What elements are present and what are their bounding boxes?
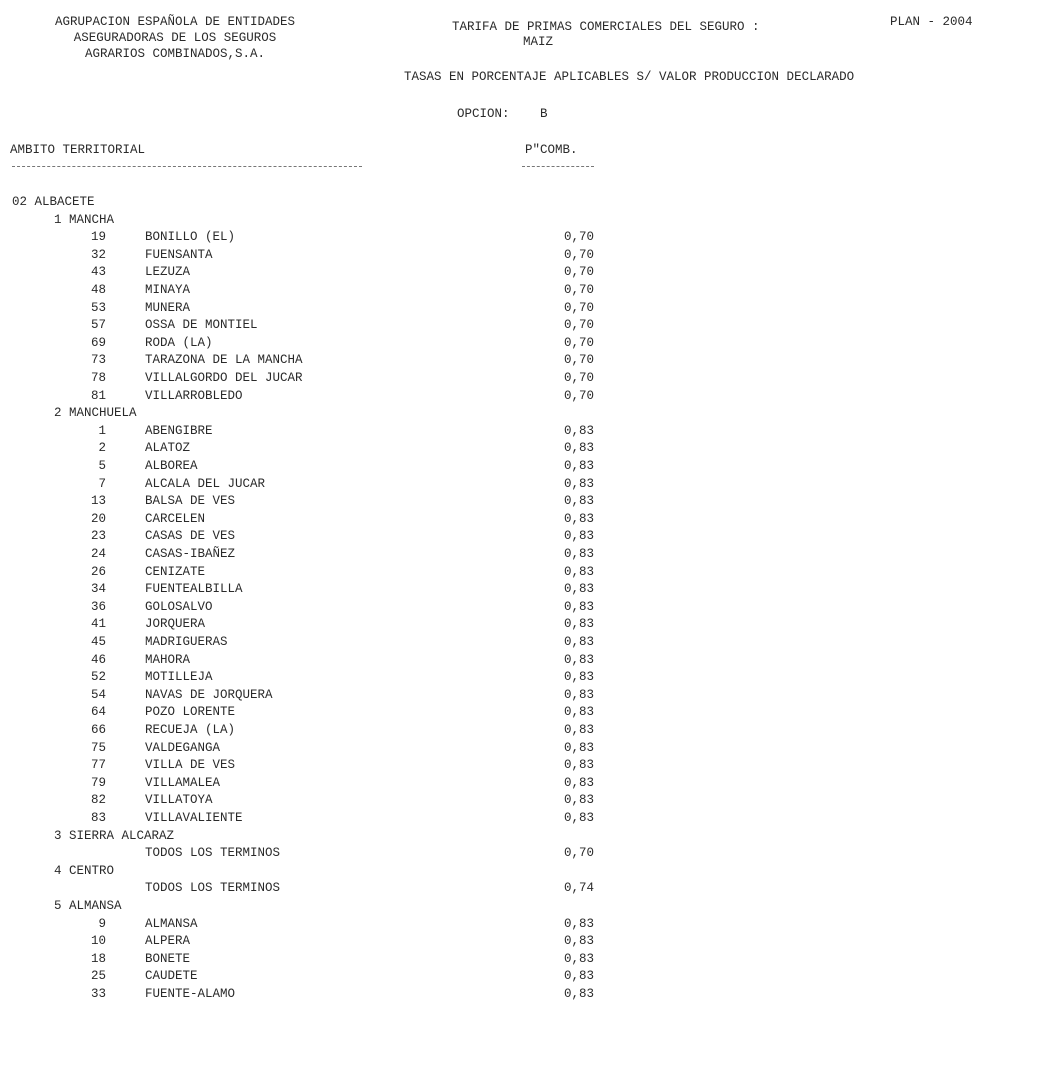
municipality-code: 36 (90, 599, 106, 614)
municipality-name: NAVAS DE JORQUERA (145, 687, 273, 702)
municipality-name: LEZUZA (145, 265, 191, 280)
municipality-code: 5 (98, 459, 106, 473)
municipality-code: 79 (90, 775, 106, 790)
municipality-name: ALPERA (145, 934, 191, 949)
premium-rate: 0,83 (563, 705, 594, 720)
premium-rate: 0,70 (563, 371, 594, 385)
premium-rate: 0,83 (563, 635, 594, 649)
premium-rate: 0,70 (563, 300, 594, 315)
municipality-name: MINAYA (145, 283, 191, 297)
municipality-code: 26 (90, 564, 106, 579)
municipality-code: 43 (90, 265, 106, 280)
municipality-code: 1 (98, 423, 106, 438)
premium-rate: 0,70 (563, 265, 594, 280)
premium-rate: 0,74 (563, 881, 594, 896)
comarca-heading: 4 CENTRO (54, 863, 115, 878)
municipality-name: FUENTE-ALAMO (145, 987, 236, 1001)
premium-rate: 0,83 (563, 934, 594, 949)
column-header-premium: P"COMB. (525, 143, 578, 157)
comarca-heading: 3 SIERRA ALCARAZ (54, 828, 175, 843)
premium-rate: 0,83 (563, 441, 594, 456)
municipality-code: 52 (90, 670, 106, 685)
premium-rate: 0,83 (563, 775, 594, 790)
municipality-code: 9 (98, 916, 106, 931)
municipality-code: 83 (90, 811, 106, 825)
municipality-code: 69 (90, 335, 106, 350)
premium-rate: 0,83 (563, 951, 594, 966)
plan-label: PLAN - 2004 (890, 15, 973, 29)
premium-rate: 0,83 (563, 811, 594, 825)
premium-rate: 0,83 (563, 969, 594, 984)
premium-rate: 0,83 (563, 617, 594, 632)
municipality-code: 73 (90, 353, 106, 368)
premium-rate: 0,83 (563, 652, 594, 667)
premium-rate: 0,70 (563, 335, 594, 350)
municipality-code: 23 (90, 529, 106, 544)
premium-rate: 0,83 (563, 793, 594, 808)
premium-rate: 0,70 (563, 230, 594, 245)
municipality-code: 77 (90, 758, 106, 773)
municipality-name: VILLAMALEA (145, 775, 221, 790)
municipality-name: VILLARROBLEDO (145, 388, 243, 403)
municipality-name: VALDEGANGA (145, 740, 221, 755)
premium-rate: 0,83 (563, 758, 594, 773)
municipality-name: MUNERA (145, 300, 191, 315)
premium-rate: 0,83 (563, 987, 594, 1001)
municipality-code: 64 (90, 705, 106, 720)
municipality-code: 25 (90, 969, 106, 984)
municipality-code: 57 (90, 318, 106, 333)
tariff-title: TARIFA DE PRIMAS COMERCIALES DEL SEGURO : (452, 20, 760, 34)
company-line-1: AGRUPACION ESPAÑOLA DE ENTIDADES (54, 15, 296, 29)
municipality-name: ALMANSA (145, 916, 198, 931)
municipality-name: BONETE (145, 951, 191, 966)
premium-rate: 0,83 (563, 599, 594, 614)
municipality-code: 78 (90, 371, 106, 385)
municipality-name: MAHORA (145, 652, 191, 667)
municipality-name: CASAS-IBAÑEZ (145, 547, 236, 561)
premium-rate: 0,70 (563, 846, 594, 861)
province-heading: 02 ALBACETE (12, 195, 95, 209)
municipality-name: VILLA DE VES (145, 758, 236, 773)
premium-rate: 0,83 (563, 723, 594, 737)
municipality-name: JORQUERA (145, 617, 206, 632)
municipality-name: TARAZONA DE LA MANCHA (145, 353, 303, 368)
municipality-name: MADRIGUERAS (145, 635, 228, 649)
municipality-code: 34 (90, 582, 106, 597)
premium-rate: 0,83 (563, 564, 594, 579)
municipality-code: 10 (90, 934, 106, 949)
premium-rate: 0,70 (563, 353, 594, 368)
territory-underline (12, 166, 362, 167)
municipality-name: TODOS LOS TERMINOS (145, 881, 281, 896)
municipality-code: 41 (90, 617, 106, 632)
municipality-code: 54 (90, 687, 106, 702)
premium-rate: 0,83 (563, 459, 594, 473)
municipality-code: 13 (90, 494, 106, 509)
municipality-name: MOTILLEJA (145, 670, 213, 685)
premium-rate: 0,70 (563, 388, 594, 403)
municipality-name: POZO LORENTE (145, 705, 236, 720)
premium-rate: 0,83 (563, 529, 594, 544)
premium-rate: 0,83 (563, 670, 594, 685)
municipality-code: 18 (90, 951, 106, 966)
company-line-3: AGRARIOS COMBINADOS,S.A. (84, 47, 266, 61)
column-header-territory: AMBITO TERRITORIAL (10, 143, 146, 157)
premium-rate: 0,83 (563, 916, 594, 931)
rates-note: TASAS EN PORCENTAJE APLICABLES S/ VALOR PRODUCCION DECLARADO (404, 70, 855, 84)
municipality-name: ALATOZ (145, 441, 191, 456)
premium-rate: 0,83 (563, 582, 594, 597)
premium-underline (522, 166, 594, 167)
municipality-code: 32 (90, 247, 106, 262)
municipality-name: OSSA DE MONTIEL (145, 318, 258, 333)
municipality-code: 66 (90, 723, 106, 737)
premium-rate: 0,83 (563, 494, 594, 509)
municipality-code: 75 (90, 740, 106, 755)
municipality-name: CAUDETE (145, 969, 198, 984)
premium-rate: 0,70 (563, 247, 594, 262)
municipality-name: BALSA DE VES (145, 494, 236, 509)
option-value: B (540, 107, 548, 121)
comarca-heading: 1 MANCHA (54, 212, 115, 227)
premium-rate: 0,83 (563, 547, 594, 561)
premium-rate: 0,83 (563, 740, 594, 755)
municipality-code: 2 (98, 441, 106, 456)
municipality-code: 24 (90, 547, 106, 561)
municipality-name: ALCALA DEL JUCAR (145, 476, 266, 491)
municipality-code: 7 (98, 476, 106, 491)
municipality-name: FUENTEALBILLA (145, 582, 243, 597)
premium-rate: 0,70 (563, 283, 594, 297)
premium-rate: 0,70 (563, 318, 594, 333)
municipality-name: ABENGIBRE (145, 423, 213, 438)
premium-rate: 0,83 (563, 687, 594, 702)
municipality-name: VILLALGORDO DEL JUCAR (145, 371, 303, 385)
option-label: OPCION: (457, 107, 510, 121)
municipality-name: FUENSANTA (145, 247, 213, 262)
premium-rate: 0,83 (563, 423, 594, 438)
municipality-code: 19 (90, 230, 106, 245)
municipality-code: 53 (90, 300, 106, 315)
municipality-code: 82 (90, 793, 106, 808)
municipality-name: RODA (LA) (145, 335, 213, 350)
municipality-name: CARCELEN (145, 511, 206, 526)
municipality-name: CASAS DE VES (145, 529, 236, 544)
comarca-heading: 2 MANCHUELA (54, 406, 137, 421)
municipality-code: 20 (90, 511, 106, 526)
municipality-name: VILLAVALIENTE (145, 811, 243, 825)
municipality-name: CENIZATE (145, 564, 206, 579)
municipality-name: TODOS LOS TERMINOS (145, 846, 281, 861)
municipality-code: 45 (90, 635, 106, 649)
municipality-code: 46 (90, 652, 106, 667)
premium-rate: 0,83 (563, 476, 594, 491)
municipality-name: GOLOSALVO (145, 599, 213, 614)
premium-rate: 0,83 (563, 511, 594, 526)
municipality-name: VILLATOYA (145, 793, 213, 808)
municipality-name: BONILLO (EL) (145, 230, 236, 245)
municipality-name: RECUEJA (LA) (145, 723, 236, 737)
municipality-code: 48 (90, 283, 106, 297)
municipality-code: 81 (90, 388, 106, 403)
municipality-code: 33 (90, 987, 106, 1001)
crop-name: MAIZ (523, 35, 554, 49)
company-line-2: ASEGURADORAS DE LOS SEGUROS (73, 31, 277, 45)
municipality-name: ALBOREA (145, 459, 198, 473)
comarca-heading: 5 ALMANSA (54, 899, 122, 913)
